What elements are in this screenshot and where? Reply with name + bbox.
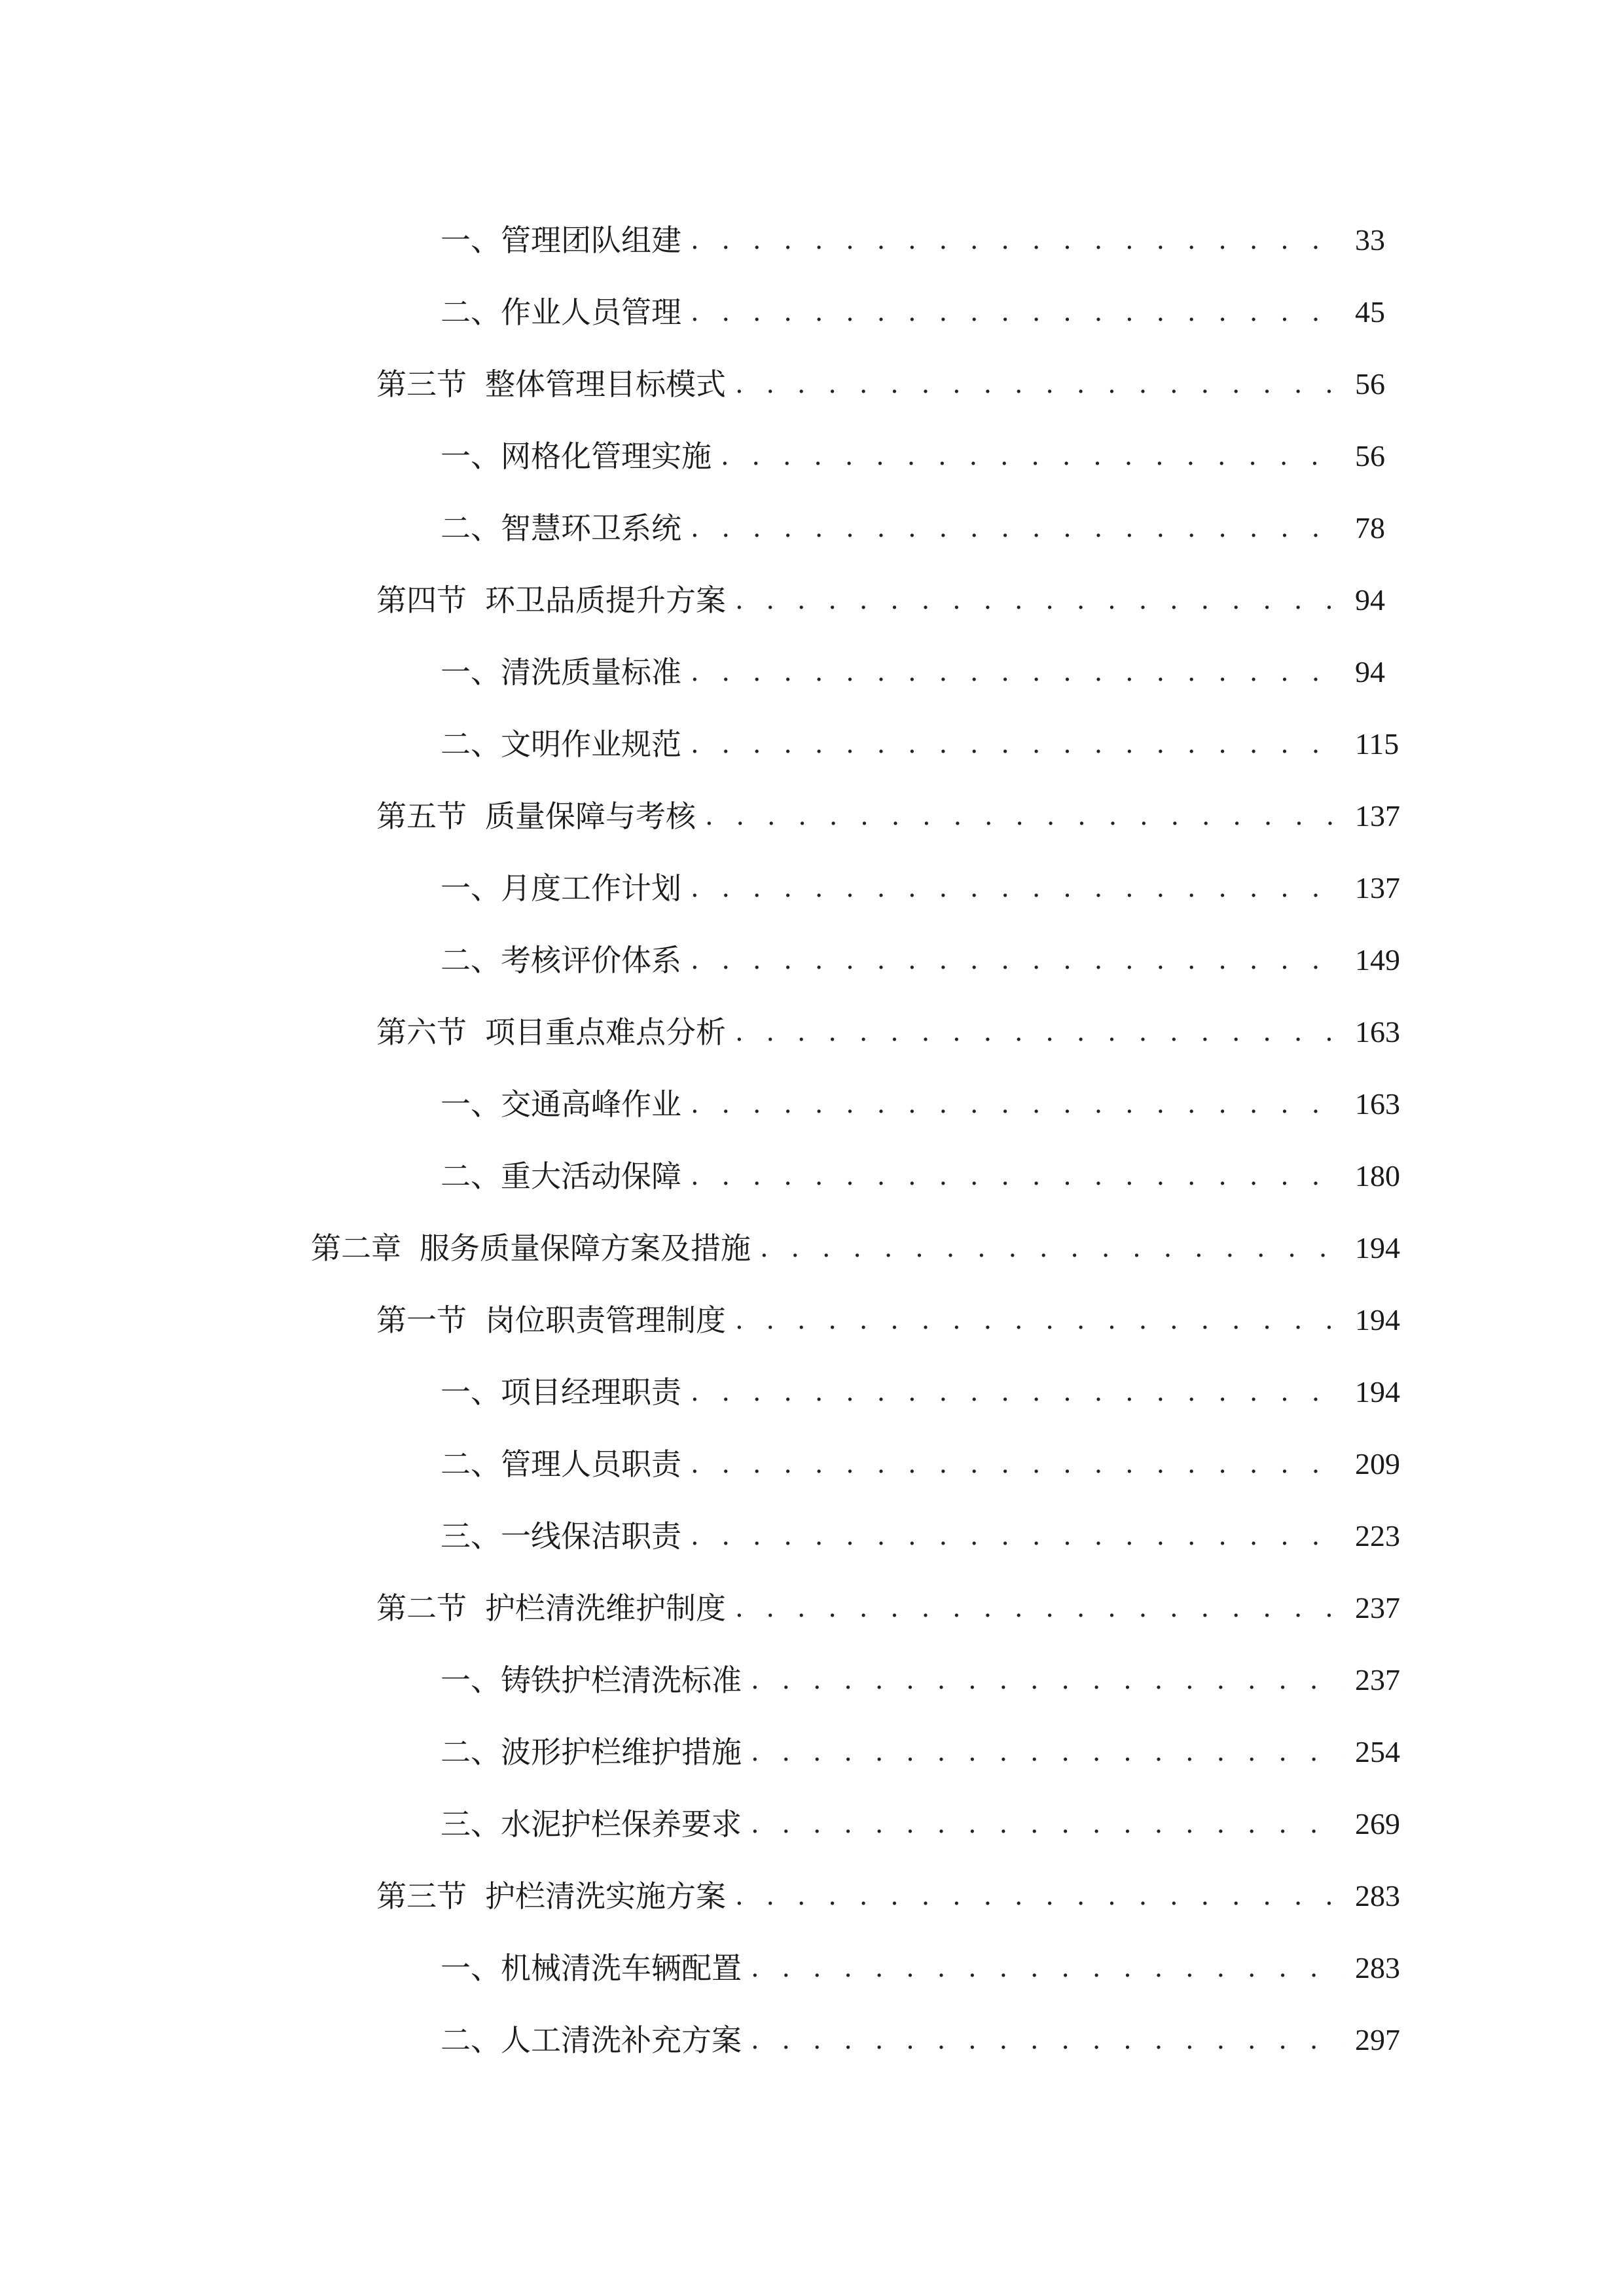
toc-dot-leader	[735, 1019, 1343, 1045]
toc-entry[interactable]	[0, 1716, 1624, 1788]
toc-entry-page: 283	[1355, 1951, 1400, 1984]
toc-entry-number: 第二节	[376, 1590, 467, 1626]
toc-entry-number: 二、	[441, 1446, 501, 1482]
toc-entry-title: 人工清洗补充方案	[501, 2022, 742, 2058]
toc-entry-page: 297	[1355, 2023, 1400, 2056]
toc-entry-number: 第三节	[376, 367, 467, 402]
toc-entry-page: 56	[1355, 439, 1385, 473]
toc-dot-leader	[735, 1883, 1343, 1909]
toc-entry-page: 137	[1355, 799, 1400, 833]
toc-entry[interactable]	[0, 2004, 1624, 2076]
toc-entry-number: 第五节	[376, 798, 467, 834]
toc-entry-title: 项目经理职责	[501, 1374, 681, 1410]
toc-entry-title: 一线保洁职责	[501, 1518, 681, 1554]
toc-entry-page: 194	[1355, 1375, 1400, 1408]
toc-entry-page: 149	[1355, 943, 1400, 977]
toc-entry-title: 铸铁护栏清洗标准	[501, 1662, 742, 1698]
toc-entry[interactable]	[0, 708, 1624, 780]
toc-entry[interactable]	[0, 1644, 1624, 1716]
toc-entry-number: 一、	[441, 1086, 501, 1122]
toc-entry-number: 二、	[441, 1734, 501, 1770]
toc-entry[interactable]	[0, 204, 1624, 276]
toc-entry[interactable]	[0, 492, 1624, 564]
toc-entry[interactable]	[0, 1788, 1624, 1860]
toc-dot-leader	[760, 1235, 1343, 1261]
toc-entry-number: 第三节	[376, 1878, 467, 1914]
toc-entry-title: 整体管理目标模式	[485, 367, 726, 402]
table-of-contents	[0, 204, 1624, 2076]
toc-dot-leader	[691, 227, 1343, 253]
toc-entry-number: 一、	[441, 1950, 501, 1986]
toc-entry-number: 一、	[441, 655, 501, 690]
toc-entry[interactable]	[0, 1860, 1624, 1932]
toc-entry-title: 项目重点难点分析	[485, 1014, 726, 1050]
toc-entry[interactable]	[0, 1140, 1624, 1212]
toc-dot-leader	[691, 1091, 1343, 1117]
toc-entry-page: 269	[1355, 1807, 1400, 1840]
toc-entry[interactable]	[0, 924, 1624, 996]
toc-entry-title: 作业人员管理	[501, 295, 681, 330]
toc-entry[interactable]	[0, 1500, 1624, 1572]
toc-entry[interactable]	[0, 1572, 1624, 1644]
toc-dot-leader	[691, 1451, 1343, 1477]
toc-dot-leader	[691, 947, 1343, 973]
toc-entry-title: 护栏清洗实施方案	[485, 1878, 726, 1914]
toc-entry-number: 一、	[441, 1374, 501, 1410]
toc-dot-leader	[691, 731, 1343, 757]
toc-dot-leader	[735, 1595, 1343, 1621]
toc-entry-page: 194	[1355, 1231, 1400, 1265]
toc-entry[interactable]	[0, 564, 1624, 636]
toc-dot-leader	[691, 1523, 1343, 1549]
toc-dot-leader	[691, 1379, 1343, 1405]
toc-entry-number: 一、	[441, 439, 501, 474]
toc-dot-leader	[691, 515, 1343, 541]
toc-entry[interactable]	[0, 636, 1624, 708]
toc-dot-leader	[751, 1811, 1343, 1837]
toc-entry-page: 194	[1355, 1303, 1400, 1336]
toc-entry-page: 254	[1355, 1735, 1400, 1768]
toc-entry-page: 56	[1355, 367, 1385, 401]
toc-entry-page: 94	[1355, 655, 1385, 689]
toc-entry-page: 209	[1355, 1447, 1400, 1480]
toc-dot-leader	[735, 371, 1343, 397]
toc-entry-number: 一、	[441, 223, 501, 258]
toc-entry-number: 二、	[441, 1158, 501, 1194]
toc-entry-number: 一、	[441, 870, 501, 906]
toc-dot-leader	[751, 2027, 1343, 2053]
toc-entry-number: 二、	[441, 511, 501, 546]
toc-entry-page: 223	[1355, 1519, 1400, 1552]
toc-dot-leader	[691, 875, 1343, 901]
toc-entry-number: 二、	[441, 726, 501, 762]
toc-entry-number: 第四节	[376, 583, 467, 618]
toc-entry-title: 清洗质量标准	[501, 655, 681, 690]
toc-entry-title: 服务质量保障方案及措施	[420, 1230, 751, 1266]
toc-entry-number: 三、	[441, 1806, 501, 1842]
toc-entry-page: 45	[1355, 295, 1385, 329]
toc-entry-number: 二、	[441, 2022, 501, 2058]
toc-entry-title: 水泥护栏保养要求	[501, 1806, 742, 1842]
toc-dot-leader	[751, 1739, 1343, 1765]
toc-dot-leader	[691, 299, 1343, 325]
toc-entry-number: 一、	[441, 1662, 501, 1698]
toc-entry-title: 管理人员职责	[501, 1446, 681, 1482]
toc-entry-number: 第六节	[376, 1014, 467, 1050]
toc-entry-title: 智慧环卫系统	[501, 511, 681, 546]
toc-dot-leader	[705, 803, 1343, 829]
toc-entry[interactable]	[0, 276, 1624, 348]
toc-entry-title: 护栏清洗维护制度	[485, 1590, 726, 1626]
toc-entry[interactable]	[0, 1932, 1624, 2004]
toc-entry-page: 237	[1355, 1591, 1400, 1624]
toc-entry[interactable]	[0, 1212, 1624, 1284]
toc-entry-number: 第二章	[311, 1230, 401, 1266]
toc-entry-title: 月度工作计划	[501, 870, 681, 906]
toc-entry-title: 波形护栏维护措施	[501, 1734, 742, 1770]
toc-entry-title: 环卫品质提升方案	[485, 583, 726, 618]
toc-dot-leader	[735, 1307, 1343, 1333]
toc-entry-page: 163	[1355, 1087, 1400, 1121]
toc-entry-title: 交通高峰作业	[501, 1086, 681, 1122]
toc-entry-page: 115	[1355, 727, 1399, 761]
toc-entry-number: 第一节	[376, 1302, 467, 1338]
toc-dot-leader	[751, 1667, 1343, 1693]
toc-dot-leader	[735, 587, 1343, 613]
toc-entry[interactable]	[0, 1356, 1624, 1428]
toc-entry-title: 重大活动保障	[501, 1158, 681, 1194]
toc-entry-page: 33	[1355, 223, 1385, 257]
toc-entry-page: 180	[1355, 1159, 1400, 1193]
toc-entry-page: 137	[1355, 871, 1400, 905]
toc-entry-title: 考核评价体系	[501, 942, 681, 978]
toc-entry-title: 质量保障与考核	[485, 798, 696, 834]
toc-dot-leader	[751, 1955, 1343, 1981]
toc-entry-page: 237	[1355, 1663, 1400, 1696]
toc-entry-page: 163	[1355, 1015, 1400, 1049]
toc-entry-page: 78	[1355, 511, 1385, 545]
toc-entry-title: 岗位职责管理制度	[485, 1302, 726, 1338]
toc-entry[interactable]	[0, 348, 1624, 420]
toc-entry-title: 管理团队组建	[501, 223, 681, 258]
toc-entry[interactable]	[0, 1284, 1624, 1356]
toc-entry[interactable]	[0, 1428, 1624, 1500]
toc-entry-number: 二、	[441, 942, 501, 978]
toc-entry-number: 二、	[441, 295, 501, 330]
toc-entry-title: 机械清洗车辆配置	[501, 1950, 742, 1986]
toc-entry[interactable]	[0, 852, 1624, 924]
toc-dot-leader	[691, 659, 1343, 685]
toc-entry[interactable]	[0, 1068, 1624, 1140]
toc-entry-number: 三、	[441, 1518, 501, 1554]
toc-entry-page: 94	[1355, 583, 1385, 617]
toc-entry-page: 283	[1355, 1879, 1400, 1912]
toc-entry[interactable]	[0, 420, 1624, 492]
toc-entry-title: 文明作业规范	[501, 726, 681, 762]
toc-entry-title: 网格化管理实施	[501, 439, 712, 474]
toc-entry[interactable]	[0, 780, 1624, 852]
toc-dot-leader	[691, 1163, 1343, 1189]
toc-entry[interactable]	[0, 996, 1624, 1068]
toc-dot-leader	[721, 443, 1343, 469]
